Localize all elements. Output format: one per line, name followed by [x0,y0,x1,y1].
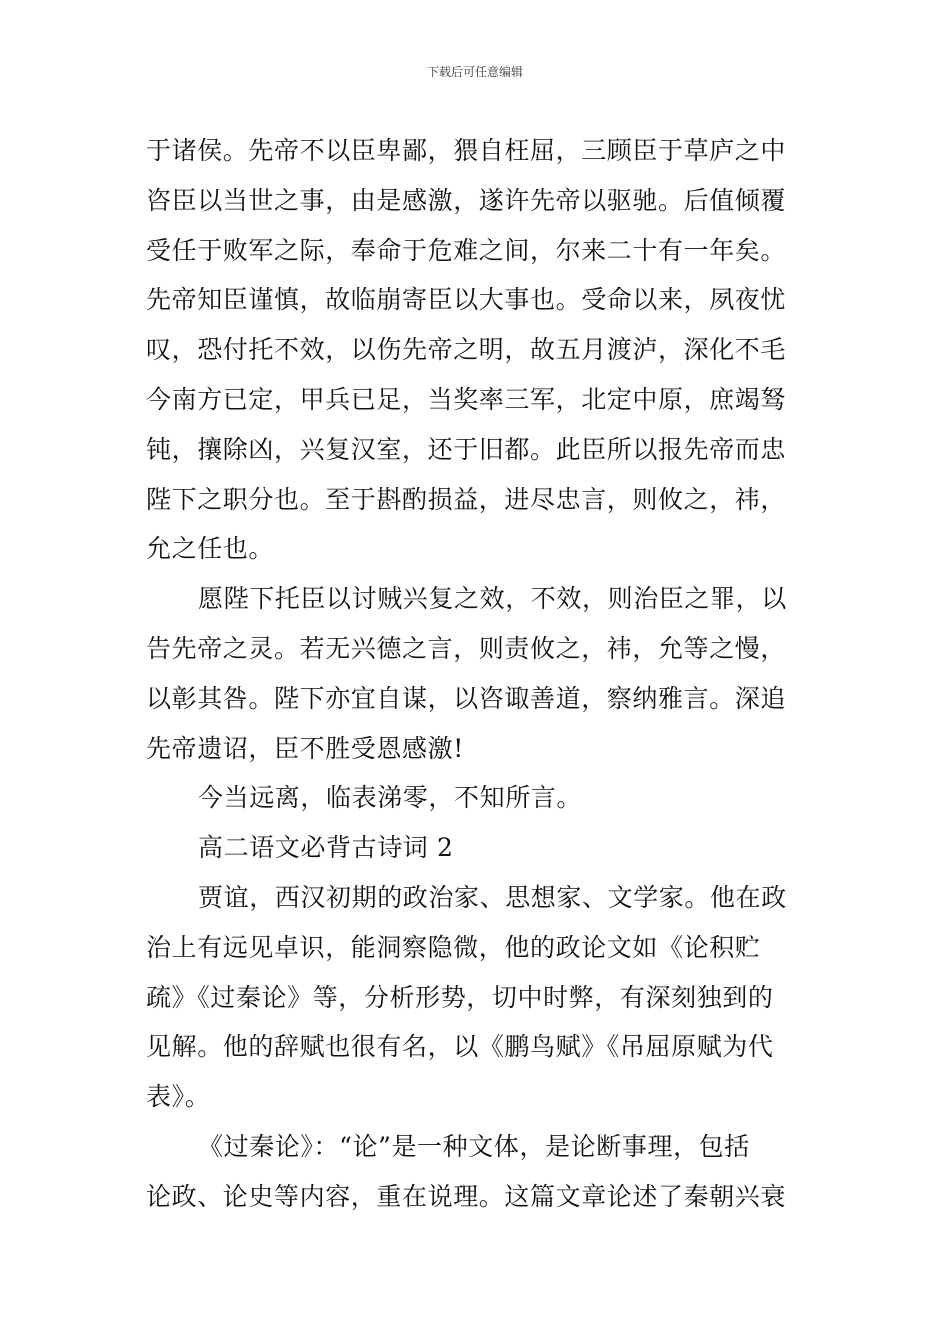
document-body [146,126,826,1222]
text-line: 于诸侯。先帝不以臣卑鄙，猥自枉屈，三顾臣于草庐之中 [146,136,787,165]
text-line: 咨臣以当世之事，由是感激，遂许先帝以驱驰。后值倾覆 [146,185,787,215]
text-line: 钝，攘除凶，兴复汉室，还于旧都。此臣所以报先帝而忠 [146,434,787,464]
text-line: 先帝遗诏，臣不胜受恩感激! [146,733,464,763]
text-line: 告先帝之灵。若无兴德之言，则责攸之，祎，允等之慢， [146,633,787,663]
text-line: 今南方已定，甲兵已足，当奖率三军，北定中原，庶竭驽 [146,384,787,414]
paragraph-start-line: 贾谊，西汉初期的政治家、思想家、文学家。他在政 [198,882,787,912]
section-heading: 高二语文必背古诗词 2 [198,833,454,863]
text-line: 允之任也。 [146,534,275,564]
text-line: 论政、论史等内容，重在说理。这篇文章论述了秦朝兴衰 [146,1181,787,1211]
paragraph-start-line: 《过秦论》：“论”是一种文体，是论断事理，包括 [198,1131,750,1161]
text-line: 陛下之职分也。至于斟酌损益，进尽忠言，则攸之，祎， [146,484,787,514]
paragraph-start-line: 愿陛下托臣以讨贼兴复之效，不效，则治臣之罪，以 [198,584,787,614]
text-line: 叹，恐付托不效，以伤先帝之明，故五月渡泸，深化不毛 [146,335,787,365]
text-line: 先帝知臣谨慎，故临崩寄臣以大事也。受命以来，夙夜忧 [146,285,787,315]
text-line: 疏》《过秦论》等，分析形势，切中时弊，有深刻独到的 [146,982,774,1012]
text-line: 表》。 [146,1082,211,1112]
paragraph-start-line: 今当远离，临表涕零，不知所言。 [198,783,583,813]
page-header: 下载后可任意编辑 [426,65,523,79]
text-line: 受任于败军之际，奉命于危难之间，尔来二十有一年矣。 [146,235,787,265]
text-line: 治上有远见卓识，能洞察隐微，他的政论文如《论积贮 [146,932,761,962]
text-line: 以彰其咎。陛下亦宜自谋，以咨诹善道，察纳雅言。深追 [146,683,787,713]
text-line: 见解。他的辞赋也很有名，以《鹏鸟赋》《吊屈原赋为代 [146,1032,774,1062]
